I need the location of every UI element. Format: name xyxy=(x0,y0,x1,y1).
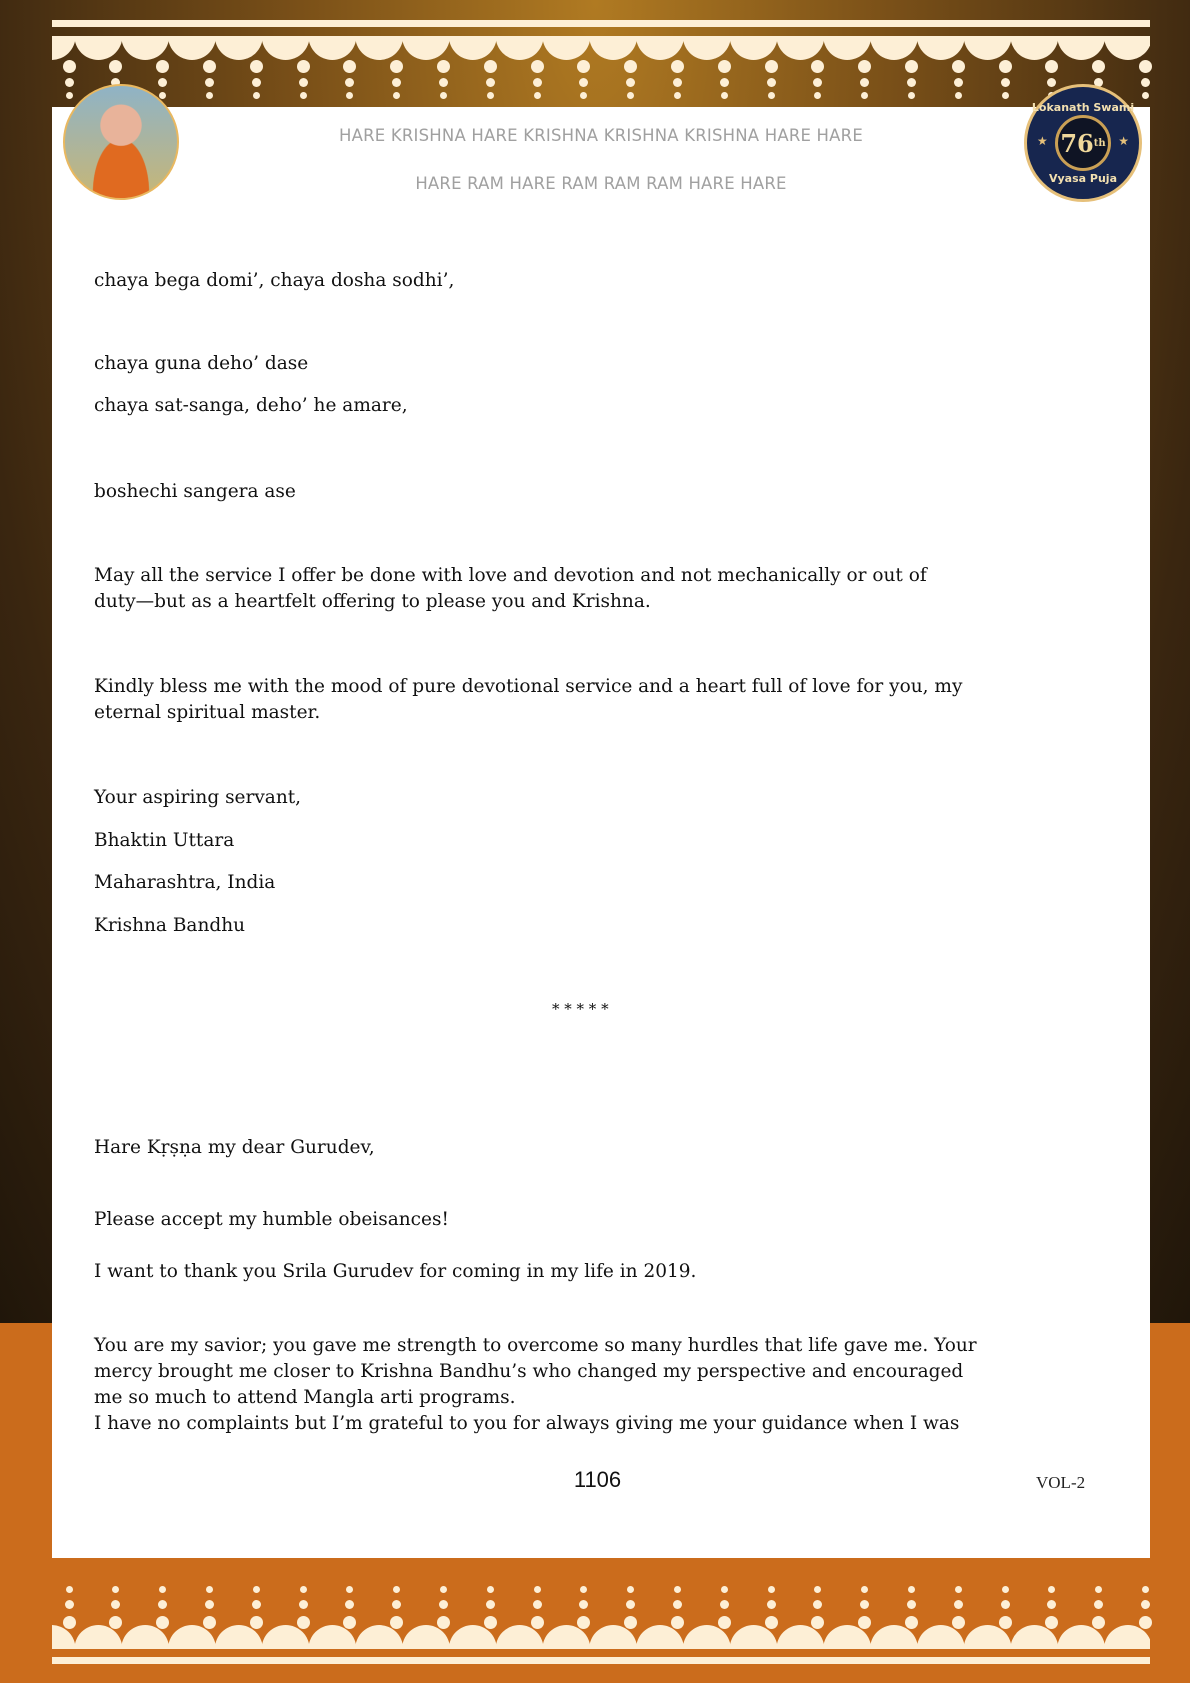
dot-shape xyxy=(908,1586,915,1593)
dot-shape xyxy=(390,60,403,73)
dot-shape xyxy=(439,78,448,87)
dot-shape xyxy=(346,92,353,99)
dot-shape xyxy=(1095,1586,1102,1593)
dot-shape xyxy=(626,78,635,87)
dot-shape xyxy=(1047,78,1056,87)
dot-shape xyxy=(861,1586,868,1593)
dot-shape xyxy=(767,1600,776,1609)
dot-shape xyxy=(767,78,776,87)
dot-shape xyxy=(858,60,871,73)
dot-shape xyxy=(577,60,590,73)
dot-shape xyxy=(814,1586,821,1593)
dot-shape xyxy=(813,1600,822,1609)
dot-shape xyxy=(534,92,541,99)
dot-shape xyxy=(813,78,822,87)
dot-shape xyxy=(299,1600,308,1609)
dot-shape xyxy=(159,1586,166,1593)
dot-shape xyxy=(624,60,637,73)
dot-shape xyxy=(908,92,915,99)
dot-shape xyxy=(673,78,682,87)
bottom-dot-border xyxy=(52,1582,1150,1626)
volume-label: VOL-2 xyxy=(1036,1473,1086,1492)
dot-shape xyxy=(1001,78,1010,87)
dot-shape xyxy=(1002,92,1009,99)
signoff-name: Bhaktin Uttara xyxy=(94,830,235,851)
dot-shape xyxy=(721,92,728,99)
dot-shape xyxy=(627,1586,634,1593)
dot-shape xyxy=(768,92,775,99)
dot-shape xyxy=(954,78,963,87)
dot-shape xyxy=(206,92,213,99)
dot-shape xyxy=(345,78,354,87)
dot-shape xyxy=(392,78,401,87)
dot-shape xyxy=(393,1586,400,1593)
dot-shape xyxy=(65,1600,74,1609)
verse-line: chaya bega domi’, chaya dosha sodhi’, xyxy=(94,270,455,291)
dot-shape xyxy=(440,1586,447,1593)
dot-shape xyxy=(253,1586,260,1593)
dot-shape xyxy=(720,1600,729,1609)
dot-shape xyxy=(1045,60,1058,73)
dot-shape xyxy=(533,78,542,87)
dot-shape xyxy=(579,78,588,87)
dot-shape xyxy=(955,92,962,99)
dot-shape xyxy=(297,60,310,73)
dot-shape xyxy=(674,92,681,99)
verse-line: chaya sat-sanga, deho’ he amare, xyxy=(94,395,408,416)
verse-line: chaya guna deho’ dase xyxy=(94,353,309,374)
dot-shape xyxy=(1139,60,1152,73)
dot-shape xyxy=(1142,92,1149,99)
paragraph-savior: You are my savior; you gave me strength to overcome so many hurdles that life gave me. Your mercy brought me closer to Krishna Bandhu’s who changed my perspective and encouraged me so much to attend Mangla arti programs. I have no complaints but I’m grateful to you for always giving me your guidance when I was xyxy=(94,1335,977,1434)
dot-shape xyxy=(206,1586,213,1593)
top-border-line xyxy=(52,20,1150,27)
dot-shape xyxy=(487,1586,494,1593)
dot-shape xyxy=(158,78,167,87)
dot-shape xyxy=(531,60,544,73)
dot-shape xyxy=(299,78,308,87)
dot-shape xyxy=(345,1600,354,1609)
dot-shape xyxy=(905,60,918,73)
dot-shape xyxy=(1141,1600,1150,1609)
dot-shape xyxy=(580,1586,587,1593)
dot-shape xyxy=(486,1600,495,1609)
dot-shape xyxy=(1002,1586,1009,1593)
dot-shape xyxy=(533,1600,542,1609)
star-icon: ★ xyxy=(1118,134,1129,148)
dot-shape xyxy=(768,1586,775,1593)
dot-shape xyxy=(159,92,166,99)
mantra-line-1: HARE KRISHNA HARE KRISHNA KRISHNA KRISHNA HARE HARE xyxy=(339,126,863,145)
dot-shape xyxy=(393,92,400,99)
separator: * * * * * xyxy=(552,1000,609,1018)
dot-shape xyxy=(718,60,731,73)
top-dot-border xyxy=(52,56,1150,100)
dot-shape xyxy=(955,1586,962,1593)
dot-shape xyxy=(158,1600,167,1609)
dot-shape xyxy=(437,60,450,73)
dot-shape xyxy=(1092,60,1105,73)
dot-shape xyxy=(814,92,821,99)
thanks-line: I want to thank you Srila Gurudev for coming in my life in 2019. xyxy=(94,1261,697,1282)
dot-shape xyxy=(720,78,729,87)
signoff-group: Krishna Bandhu xyxy=(94,915,246,936)
dot-shape xyxy=(253,92,260,99)
bottom-border-line xyxy=(52,1657,1150,1664)
dot-shape xyxy=(860,1600,869,1609)
dot-shape xyxy=(674,1586,681,1593)
dot-shape xyxy=(1047,1600,1056,1609)
dot-shape xyxy=(63,60,76,73)
dot-shape xyxy=(392,1600,401,1609)
dot-shape xyxy=(811,60,824,73)
greeting: Hare Kṛṣṇa my dear Gurudev, xyxy=(94,1137,375,1158)
dot-shape xyxy=(1048,1586,1055,1593)
dot-shape xyxy=(203,60,216,73)
dot-shape xyxy=(250,60,263,73)
dot-shape xyxy=(109,60,122,73)
dot-shape xyxy=(111,1600,120,1609)
dot-shape xyxy=(252,1600,261,1609)
dot-shape xyxy=(346,1586,353,1593)
dot-shape xyxy=(1141,78,1150,87)
dot-shape xyxy=(439,1600,448,1609)
signoff-location: Maharashtra, India xyxy=(94,872,276,893)
dot-shape xyxy=(860,78,869,87)
dot-shape xyxy=(205,1600,214,1609)
dot-shape xyxy=(627,92,634,99)
dot-shape xyxy=(343,60,356,73)
dot-shape xyxy=(999,60,1012,73)
bottom-scallop-border xyxy=(52,1625,1150,1649)
dot-shape xyxy=(252,78,261,87)
obeisances: Please accept my humble obeisances! xyxy=(94,1209,449,1230)
badge-number: 76 th xyxy=(1055,115,1111,171)
dot-shape xyxy=(1142,1586,1149,1593)
star-icon: ★ xyxy=(1037,134,1048,148)
paragraph-service: May all the service I offer be done with love and devotion and not mechanically or out of duty—but as a heartfelt offering to please you and Krishna. xyxy=(94,565,927,612)
badge-top-text: Lokanath Swami xyxy=(1031,101,1135,114)
dot-shape xyxy=(300,92,307,99)
dot-shape xyxy=(952,60,965,73)
dot-shape xyxy=(673,1600,682,1609)
paragraph-blessing: Kindly bless me with the mood of pure devotional service and a heart full of love for you, my eternal spiritual master. xyxy=(94,676,963,723)
dot-shape xyxy=(484,60,497,73)
dot-shape xyxy=(765,60,778,73)
dot-shape xyxy=(66,1586,73,1593)
dot-shape xyxy=(205,78,214,87)
dot-shape xyxy=(671,60,684,73)
dot-shape xyxy=(580,92,587,99)
dot-shape xyxy=(66,92,73,99)
dot-shape xyxy=(1094,1600,1103,1609)
dot-shape xyxy=(721,1586,728,1593)
mantra-line-2: HARE RAM HARE RAM RAM RAM HARE HARE xyxy=(415,174,787,193)
dot-shape xyxy=(1001,1600,1010,1609)
dot-shape xyxy=(486,78,495,87)
badge-bottom-text: Vyasa Puja xyxy=(1049,172,1117,185)
dot-shape xyxy=(907,78,916,87)
dot-shape xyxy=(156,60,169,73)
dot-shape xyxy=(579,1600,588,1609)
dot-shape xyxy=(954,1600,963,1609)
dot-shape xyxy=(300,1586,307,1593)
dot-shape xyxy=(534,1586,541,1593)
dot-shape xyxy=(861,92,868,99)
dot-shape xyxy=(112,1586,119,1593)
dot-shape xyxy=(487,92,494,99)
dot-shape xyxy=(440,92,447,99)
signoff-line: Your aspiring servant, xyxy=(94,787,302,808)
dot-shape xyxy=(626,1600,635,1609)
page-number: 1106 xyxy=(573,1467,622,1492)
dot-shape xyxy=(65,78,74,87)
verse-line: boshechi sangera ase xyxy=(94,481,296,502)
dot-shape xyxy=(907,1600,916,1609)
